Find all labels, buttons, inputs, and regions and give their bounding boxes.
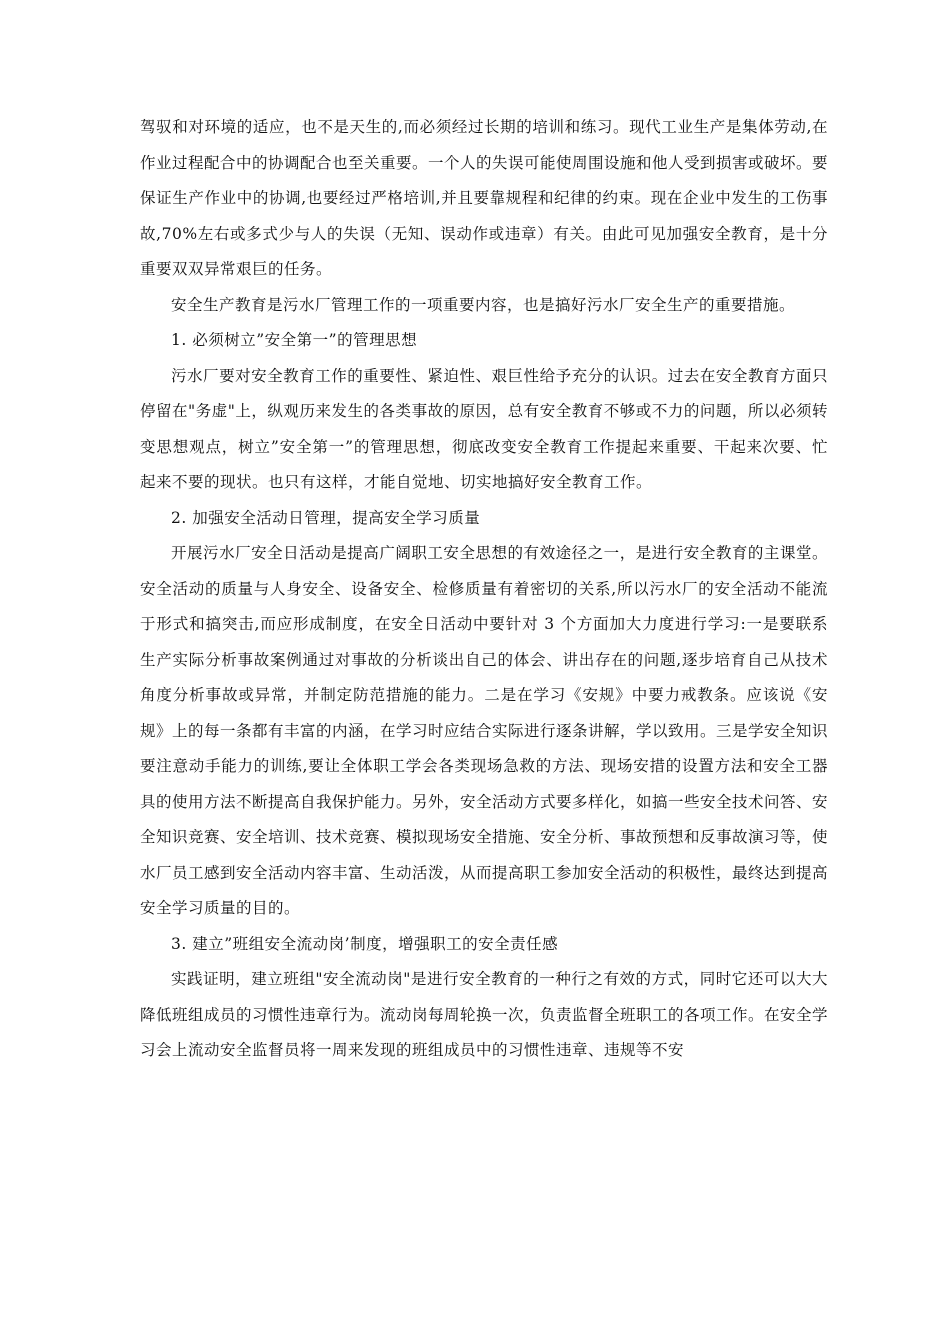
section-heading-3: 3. 建立”班组安全流动岗’制度，增强职工的安全责任感: [171, 934, 559, 953]
paragraph-safety-education-intro: 安全生产教育是污水厂管理工作的一项重要内容，也是搞好污水厂安全生产的重要措施。: [171, 295, 796, 314]
paragraph-section-1: 污水厂要对安全教育工作的重要性、紧迫性、艰巨性给予充分的认识。过去在安全教育方面只停留在"务虚"上，纵观历来发生的各类事故的原因，总有安全教育不够或不力的问题，所以必须转变思想观点，树立”安全第一”的管理思想，彻底改变安全教育工作提起来重要、干起来次要、忙起来不要的现状。也只有这样，才能自觉地、切实地搞好安全教育工作。: [140, 366, 828, 491]
section-heading-2: 2. 加强安全活动日管理，提高安全学习质量: [171, 508, 481, 527]
paragraph-continued: 驾驭和对环境的适应，也不是天生的,而必须经过长期的培训和练习。现代工业生产是集体劳动,在作业过程配合中的协调配合也至关重要。一个人的失误可能使周围设施和他人受到损害或破坏。要保证生产作业中的协调,也要经过严格培训,并且要靠规程和纪律的约束。现在企业中发生的工伤事故,70%左右或多式少与人的失误（无知、误动作或违章）有关。由此可见加强安全教育，是十分重要双双异常艰巨的任务。: [140, 118, 829, 278]
document-body: [140, 110, 828, 1069]
paragraph-section-3: 实践证明，建立班组"安全流动岗"是进行安全教育的一种行之有效的方式，同时它还可以大大降低班组成员的习惯性违章行为。流动岗每周轮换一次，负责监督全班职工的各项工作。在安全学习会上流动安全监督员将一周来发现的班组成员中的习惯性违章、违规等不安: [140, 970, 829, 1059]
paragraph-section-2: 开展污水厂安全日活动是提高广阔职工安全思想的有效途径之一，是进行安全教育的主课堂。安全活动的质量与人身安全、设备安全、检修质量有着密切的关系,所以污水厂的安全活动不能流于形式和搞突击,而应形成制度，在安全日活动中要针对 3 个方面加大力度进行学习:一是要联系生产实际分析事故案例通过对事故的分析谈出自己的体会、讲出存在的问题,逐步培育自己从技术角度分析事故或异常，并制定防范措施的能力。二是在学习《安规》中要力戒教条。应该说《安规》上的每一条都有丰富的内涵，在学习时应结合实际进行逐条讲解，学以致用。三是学安全知识要注意动手能力的训练,要让全体职工学会各类现场急救的方法、现场安措的设置方法和安全工器具的使用方法不断提高自我保护能力。另外，安全活动方式要多样化，如搞一些安全技术问答、安全知识竞赛、安全培训、技术竞赛、模拟现场安全措施、安全分析、事故预想和反事故演习等，使水厂员工感到安全活动内容丰富、生动活泼，从而提高职工参加安全活动的积极性，最终达到提高安全学习质量的目的。: [140, 544, 829, 917]
section-heading-1: 1. 必须树立”安全第一”的管理思想: [171, 331, 418, 349]
